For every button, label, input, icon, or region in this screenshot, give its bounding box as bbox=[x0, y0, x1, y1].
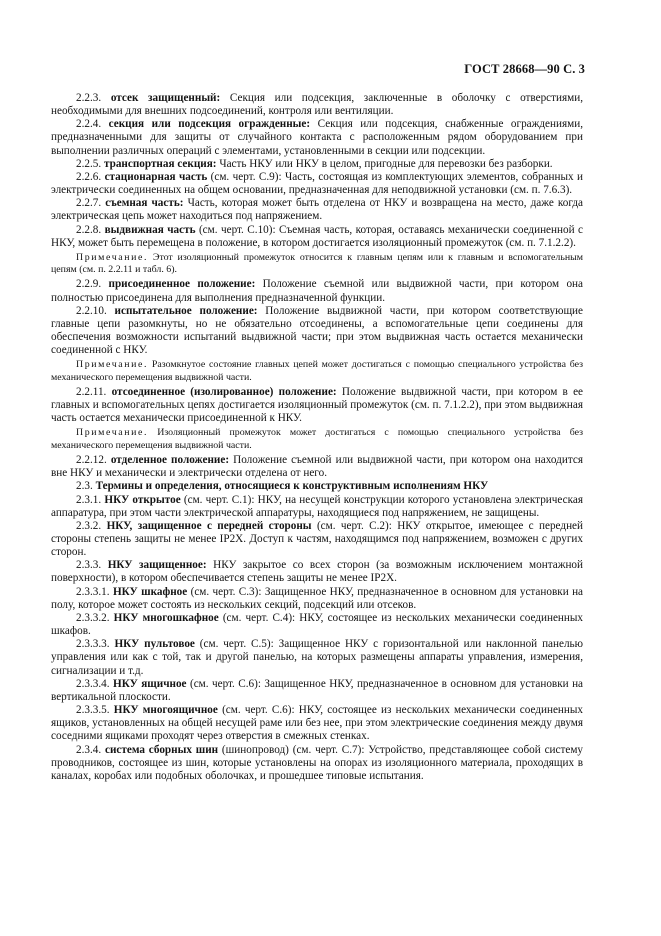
definition-text: (см. черт. С.6): Защищенное НКУ, предназначенное в основном для установки на вертикальной плоскости. bbox=[51, 677, 584, 703]
note-paragraph bbox=[51, 359, 583, 384]
clause-number: 2.3.3.5. bbox=[76, 704, 110, 717]
term-name: НКУ пультовое bbox=[114, 638, 195, 651]
term-name: стационарная часть bbox=[104, 170, 208, 183]
term-name: НКУ ящичное bbox=[113, 677, 187, 690]
clause-number: 2.2.8. bbox=[76, 223, 102, 236]
definition-text: Часть, которая может быть отделена от НКУ и возвращена на место, даже когда электрическая цепь может находиться под напряжением. bbox=[51, 197, 584, 223]
clause-paragraph bbox=[51, 158, 583, 171]
term-name: транспортная секция: bbox=[103, 157, 217, 170]
clause-paragraph bbox=[51, 559, 583, 585]
definition-text: Положение съемной или выдвижной части, при котором она полностью присоединена для выполнения предназначенной функции. bbox=[51, 278, 584, 304]
definition-text: (см. черт. С.1): НКУ, на несущей конструкции которого установлена электрическая аппаратура, при этом части электрической аппаратуры, находящиеся под напряжением, не защищены. bbox=[51, 493, 583, 519]
clause-number: 2.2.10. bbox=[76, 304, 107, 317]
clause-paragraph bbox=[51, 520, 583, 559]
note-paragraph bbox=[51, 252, 583, 277]
clause-paragraph bbox=[51, 386, 583, 425]
clause-number: 2.2.6. bbox=[76, 170, 102, 183]
term-name: НКУ защищенное: bbox=[107, 559, 207, 572]
clause-paragraph bbox=[51, 612, 583, 638]
note-text: Разомкнутое состояние главных цепей может достигаться с помощью специального устройства без механического перемещения выдвижной части. bbox=[51, 359, 584, 383]
term-name: отделенное положение: bbox=[110, 454, 230, 467]
definition-text: (см. черт. С.4): НКУ, состоящее из нескольких механически соединенных шкафов. bbox=[51, 611, 584, 638]
clause-number: 2.2.4. bbox=[76, 118, 102, 131]
clause-number: 2.2.12. bbox=[76, 454, 107, 467]
clause-number: 2.2.11. bbox=[76, 386, 107, 398]
clause-paragraph bbox=[51, 494, 583, 520]
clause-number: 2.3.3.1. bbox=[76, 585, 110, 598]
clause-paragraph bbox=[51, 704, 583, 743]
definition-text: Секция или подсекция, снабженные ограждениями, предназначенными для защиты от случайного контакта с расположенным рядом оборудованием при выполнении различных операций с элементами, установленными в секции или подсекции. bbox=[51, 118, 584, 157]
clause-number: 2.2.9. bbox=[76, 278, 102, 291]
clause-paragraph bbox=[51, 305, 583, 358]
clause-paragraph bbox=[51, 197, 583, 223]
term-name: секция или подсекция огражденные: bbox=[108, 118, 311, 131]
note-label: Примечание. bbox=[76, 359, 149, 371]
term-name: отсек защищенный: bbox=[110, 92, 221, 104]
clause-number: 2.3.3.4. bbox=[76, 677, 110, 690]
clause-paragraph bbox=[51, 454, 583, 480]
clause-number: 2.3.1. bbox=[76, 493, 102, 506]
note-label: Примечание. bbox=[76, 427, 149, 439]
term-name: НКУ, защищенное с передней стороны bbox=[106, 519, 312, 532]
clause-number: 2.2.5. bbox=[76, 157, 102, 170]
term-name: выдвижная часть bbox=[104, 223, 196, 236]
clause-paragraph bbox=[51, 586, 583, 612]
clause-number: 2.3.3.3. bbox=[76, 638, 110, 651]
term-name: система сборных шин bbox=[105, 743, 219, 756]
clause-paragraph bbox=[51, 678, 583, 704]
definition-text: (см. черт. С.6): НКУ, состоящее из нескольких механически соединенных ящиков, установленных на общей несущей раме или без нее, при этом электрические соединения между двумя соседними ящиками проходят через отверстия в смежных стенках. bbox=[51, 704, 584, 743]
term-name: НКУ многоящичное bbox=[113, 704, 218, 717]
definition-text: Положение съемной или выдвижной части, при котором она находится вне НКУ и механически и электрически отделена от него. bbox=[51, 454, 584, 480]
clause-number: 2.3.4. bbox=[76, 743, 102, 756]
definition-text: Часть НКУ или НКУ в целом, пригодные для перевозки без разборки. bbox=[219, 157, 553, 170]
term-name: отсоединенное (изолированное) положение: bbox=[111, 386, 337, 398]
clause-paragraph bbox=[51, 118, 583, 157]
clause-number: 2.3. bbox=[76, 480, 93, 493]
note-text: Этот изоляционный промежуток относится к главным цепям или к главным и вспомогательным цепям (см. п. 2.2.11 и табл. 6). bbox=[51, 251, 583, 276]
definition-text: Положение выдвижной части, при котором соответствующие главные цепи разомкнуты, но не обязательно отсоединены, а вспомогательные цепи соединены для обеспечения возможности испытаний выдвижной части; при этом выдвижная часть остается механически соединенной с НКУ. bbox=[51, 304, 584, 357]
definition-text: (см. черт. С.10): Съемная часть, которая, оставаясь механически соединенной с НКУ, может быть перемещена в положение, в котором достигается изоляционный промежуток (см. п. 7.1.2.2). bbox=[51, 223, 583, 249]
term-name: испытательное положение: bbox=[114, 304, 258, 317]
definition-text: (см. черт. С.2): НКУ открытое, имеющее с передней стороны степень защиты не менее IP2X. Доступ к частям, находящимся под напряжением, возможен с других сторон. bbox=[51, 519, 584, 559]
page-header: ГОСТ 28668—90 С. 3 bbox=[464, 62, 585, 76]
clause-paragraph bbox=[51, 278, 583, 304]
clause-number: 2.3.3.2. bbox=[76, 611, 110, 624]
definition-text: НКУ закрытое со всех сторон (за возможным исключением монтажной поверхности), в котором обеспечивается степень защиты не менее IP2X. bbox=[51, 559, 584, 585]
clause-paragraph bbox=[51, 92, 583, 118]
definition-text: (шинопровод) (см. черт. С.7): Устройство, представляющее собой систему проводников, состоящее из шин, которые установлены на опорах из изоляционного материала, проходящих в каналах, коробах или подобных оболочках, и прошедшее типовые испытания. bbox=[51, 743, 584, 782]
note-text: Изоляционный промежуток может достигаться с помощью специального устройства без механического перемещения выдвижной части. bbox=[51, 427, 583, 451]
note-label: Примечание. bbox=[76, 251, 149, 263]
term-name: НКУ шкафное bbox=[112, 585, 188, 598]
clause-paragraph bbox=[51, 224, 583, 250]
clause-number: 2.2.3. bbox=[76, 92, 102, 104]
clause-paragraph bbox=[51, 744, 583, 783]
clause-paragraph bbox=[51, 638, 583, 677]
definition-text: Положение выдвижной части, при котором в ее главных и вспомогательных цепях достигается изоляционный промежуток (см. п. 7.1.2.2), при этом выдвижная часть остается механически присоединенной к НКУ. bbox=[51, 386, 584, 425]
clause-number: 2.3.3. bbox=[76, 559, 102, 572]
definition-text: (см. черт. С.3): Защищенное НКУ, предназначенное в основном для установки на полу, которое может состоять из нескольких секций, подсекций или отсеков. bbox=[51, 585, 584, 611]
term-name: Термины и определения, относящиеся к конструктивным исполнениям НКУ bbox=[95, 480, 489, 493]
clause-paragraph bbox=[51, 480, 583, 493]
term-name: съемная часть: bbox=[105, 197, 184, 210]
definition-text: (см. черт. С.5): Защищенное НКУ с горизонтальной или наклонной панелью управления или как с той, так и другой панелью, на которых размещены аппараты управления, измерения, сигнализации и т.д. bbox=[51, 638, 584, 677]
definition-text: (см. черт. С.9): Часть, состоящая из комплектующих элементов, собранных и электрически соединенных на общем основании, предназначенная для неподвижной установки (см. п. 7.6.3). bbox=[51, 170, 583, 197]
clause-number: 2.3.2. bbox=[76, 519, 102, 532]
definition-text: Секция или подсекция, заключенные в оболочку с отверстиями, необходимыми для внешних подсоединений, контроля или вентиляции. bbox=[51, 92, 584, 118]
note-paragraph bbox=[51, 427, 583, 452]
clause-number: 2.2.7. bbox=[76, 197, 102, 210]
term-name: НКУ многошкафное bbox=[113, 611, 219, 624]
term-name: присоединенное положение: bbox=[108, 278, 256, 291]
clause-paragraph bbox=[51, 171, 583, 197]
document-body bbox=[51, 92, 583, 783]
term-name: НКУ открытое bbox=[104, 493, 181, 506]
